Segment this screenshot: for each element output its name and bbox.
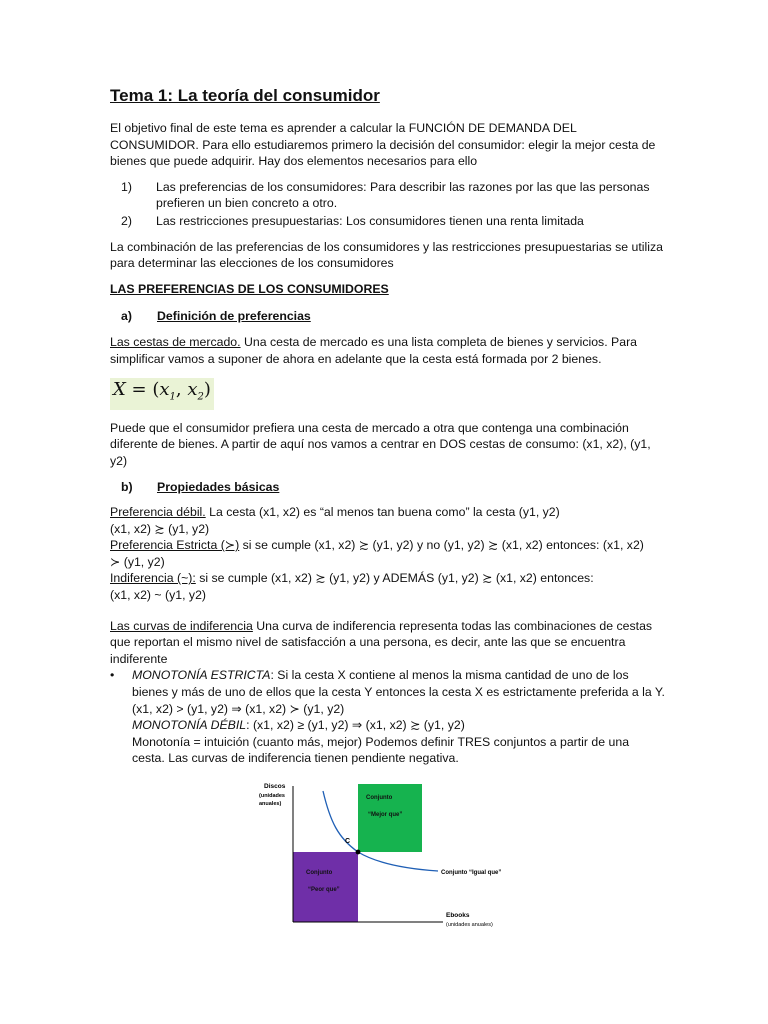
list-text: Las preferencias de los consumidores: Para describir las razones por las que las personas prefieren un bien concreto a otro.	[156, 179, 650, 211]
formula-part: X	[113, 379, 126, 401]
strict-preference	[110, 537, 665, 554]
intro-paragraph: El objetivo final de este tema es aprender a calcular la FUNCIÓN DE DEMANDA DEL CONSUMIDOR. Para ello estudiaremos primero la decisión del consumidor: elegir la mejor cesta de bienes que puede adquirir. Hay dos elementos necesarios para ello	[110, 121, 656, 169]
elements-list	[110, 179, 665, 230]
y-axis-label-line: anuales)	[259, 801, 282, 807]
term: MONOTONÍA ESTRICTA	[132, 668, 271, 683]
cestas-paragraph	[110, 334, 665, 367]
term: Preferencia Estricta (≻)	[110, 538, 240, 553]
subsection-title: Propiedades básicas	[157, 479, 280, 494]
curves-paragraph	[110, 618, 665, 668]
formula-part: ,	[175, 379, 188, 401]
page-title: Tema 1: La teoría del consumidor	[110, 86, 380, 105]
term: Preferencia débil.	[110, 505, 206, 520]
monotonicity-summary: Monotonía = intuición (cuanto más, mejor) Podemos definir TRES conjuntos a partir de una cesta. Las curvas de indiferencia tienen pendiente negativa.	[132, 734, 630, 766]
weak-preference-formula: (x1, x2) ≿ (y1, y2)	[110, 521, 210, 536]
list-number: 1)	[121, 179, 132, 194]
subsection-label: a)	[121, 309, 132, 324]
basket-formula	[110, 378, 214, 410]
indifference-curve-figure	[238, 776, 538, 936]
x-axis-label-line: (unidades anuales)	[446, 922, 493, 928]
weak-monotonicity	[132, 717, 665, 734]
definition-text: Una curva de indiferencia representa todas las combinaciones de cestas que reportan el mismo nivel de satisfacción a una persona, es decir, ante las que se encuentra indiferente	[110, 618, 653, 666]
subsection-a	[110, 308, 665, 325]
list-item	[110, 179, 665, 212]
document-page	[110, 86, 665, 767]
spacer	[110, 604, 665, 618]
point-c	[356, 850, 361, 855]
y-axis-label-line: (unidades	[259, 793, 285, 799]
definition-text: si se cumple (x1, x2) ≿ (y1, y2) y ADEMÁS (y1, y2) ≿ (x1, x2) entonces:	[195, 571, 594, 586]
prefer-paragraph: Puede que el consumidor prefiera una cesta de mercado a otra que contenga una combinación diferente de bienes. A partir de aquí nos vamos a centrar en DOS cestas de consumo: (x1, x2), (y1, y2)	[110, 420, 651, 468]
term: Las cestas de mercado.	[110, 334, 241, 349]
combination-paragraph: La combinación de las preferencias de los consumidores y las restricciones presupuestarias se utiliza para determinar las elecciones de los consumidores	[110, 239, 663, 271]
x-axis-label-line: Ebooks	[446, 912, 470, 919]
formula-part: x	[187, 379, 198, 401]
worse-set-label: Conjunto	[306, 870, 333, 876]
preference-definitions	[110, 504, 665, 604]
indifference-formula: (x1, x2) ~ (y1, y2)	[110, 588, 207, 603]
definition-text: : Si la cesta X contiene al menos la misma cantidad de uno de los bienes y más de uno de ellos que la cesta Y entonces la cesta X es estrictamente preferida a la Y. (x1, x2) > (y1, y2) ⇒ (x1, x2) ≻ (y1, y2)	[132, 668, 665, 716]
better-set-label: Conjunto	[366, 795, 393, 801]
formula-subscript: 1	[169, 391, 176, 403]
monotonicity-bullet	[110, 667, 665, 767]
indifference	[110, 570, 665, 587]
subsection-title: Definición de preferencias	[157, 309, 311, 324]
formula-part: )	[203, 379, 211, 401]
list-text: Las restricciones presupuestarias: Los consumidores tienen una renta limitada	[156, 213, 584, 228]
formula-subscript: 2	[197, 391, 204, 403]
formula-part: x	[159, 379, 170, 401]
y-axis-label-line: Discos	[264, 783, 286, 790]
list-number: 2)	[121, 213, 132, 228]
definition-text: si se cumple (x1, x2) ≿ (y1, y2) y no (y1, y2) ≿ (x1, x2) entonces: (x1, x2)	[239, 538, 644, 553]
worse-set-label: “Peor que”	[308, 887, 340, 893]
formula-part: = (	[125, 379, 160, 401]
point-c-label: C	[345, 838, 351, 845]
subsection-label: b)	[121, 479, 133, 494]
definition-text: Una cesta de mercado es una lista completa de bienes y servicios. Para simplificar vamos a suponer de ahora en adelante que la cesta está formada por 2 bienes.	[110, 334, 637, 366]
better-set-label: “Mejor que”	[368, 812, 403, 818]
subsection-b	[110, 479, 665, 496]
term: MONOTONÍA DÉBIL	[132, 718, 247, 733]
weak-preference	[110, 504, 665, 521]
strict-preference-formula: ≻ (y1, y2)	[110, 554, 165, 569]
section-heading: LAS PREFERENCIAS DE LOS CONSUMIDORES	[110, 281, 389, 296]
term: Las curvas de indiferencia	[110, 618, 253, 633]
bullet-icon: •	[110, 668, 115, 683]
definition-text: : (x1, x2) ≥ (y1, y2) ⇒ (x1, x2) ≿ (y1, y2)	[246, 718, 465, 733]
list-item	[110, 213, 665, 230]
definition-text: La cesta (x1, x2) es “al menos tan buena como” la cesta (y1, y2)	[205, 505, 560, 520]
strict-monotonicity	[132, 667, 665, 717]
term: Indiferencia (~):	[110, 571, 196, 586]
indifference-set-label: Conjunto “Igual que”	[441, 870, 502, 876]
